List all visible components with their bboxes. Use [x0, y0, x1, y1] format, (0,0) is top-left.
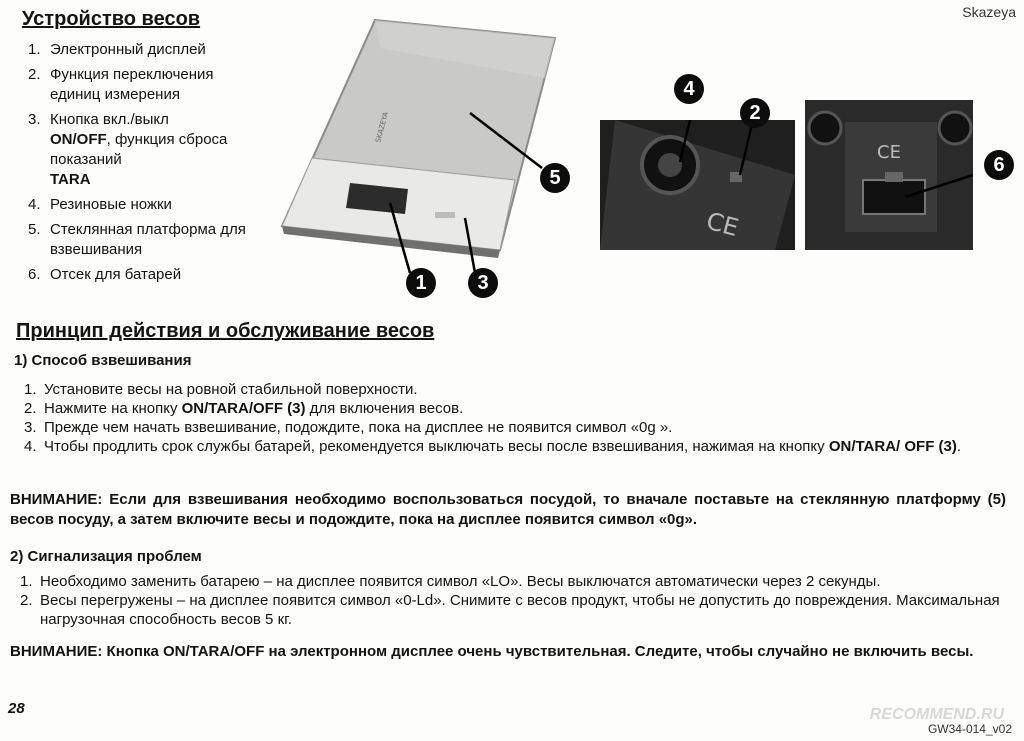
callout-6: 6: [984, 150, 1014, 180]
list-item: 2. Весы перегружены – на дисплее появится символ «0-Ld». Снимите с весов продукт, чтобы не допустить до повреждения. Максимальная нагрузочная способность весов 5 кг.: [20, 592, 1000, 628]
ce-mark: CE: [703, 206, 742, 243]
callout-1: 1: [406, 268, 436, 298]
list-item: 2. Функция переключения единиц измерения: [28, 66, 214, 103]
list-item: 3. Прежде чем начать взвешивание, подождите, пока на дисплее не появится символ «0g ».: [24, 419, 673, 436]
watermark-bottom: RECOMMEND.RU: [869, 706, 1004, 723]
list-item: 4. Резиновые ножки: [28, 196, 172, 213]
brand-label: SKAZEYA: [374, 111, 391, 144]
ce-mark-right: CE: [877, 142, 901, 163]
callout-4: 4: [674, 74, 704, 104]
weighing-steps: [24, 380, 1014, 456]
underside-photo-left: [600, 120, 795, 250]
subsection-title-weighing: 1) Способ взвешивания: [14, 352, 192, 369]
callout-3: 3: [468, 268, 498, 298]
section-title-device: Устройство весов: [22, 8, 201, 30]
list-item: 6. Отсек для батарей: [28, 266, 182, 283]
callout-5: 5: [540, 163, 570, 193]
list-item: 3. Кнопка вкл./выкл ON/OFF, функция сброса показаний TARA: [28, 111, 228, 188]
underside-photo-right: [805, 100, 973, 250]
problem-steps: [20, 572, 1010, 629]
parts-list: [28, 40, 258, 290]
callout-2: 2: [740, 98, 770, 128]
problems-warning: ВНИМАНИЕ: Кнопка ON/TARA/OFF на электронном дисплее очень чувствительная. Следите, чтобы случайно не включить весы.: [10, 643, 974, 660]
list-item: 2. Нажмите на кнопку ON/TARA/OFF (3) для включения весов.: [24, 400, 464, 417]
weighing-warning: ВНИМАНИЕ: Если для взвешивания необходимо воспользоваться посудой, то вначале поставьте на стеклянную платформу (5) весов посуду, а затем включите весы и подождите, пока на дисплее появится символ «0g».: [10, 491, 1006, 528]
list-item: 1. Необходимо заменить батарею – на дисплее появится символ «LO». Весы выключатся автоматически через 2 секунды.: [20, 573, 881, 590]
scale-illustration: [270, 18, 600, 278]
subsection-title-problems: 2) Сигнализация проблем: [10, 548, 202, 565]
page-number: 28: [8, 700, 25, 717]
document-code: GW34-014_v02: [927, 722, 1012, 736]
list-item: 1. Электронный дисплей: [28, 41, 206, 58]
list-item: 4. Чтобы продлить срок службы батарей, рекомендуется выключать весы после взвешивания, нажимая на кнопку ON/TARA/ OFF (3).: [24, 438, 962, 455]
section-title-operation: Принцип действия и обслуживание весов: [16, 320, 435, 342]
list-item: 5. Стеклянная платформа для взвешивания: [28, 221, 246, 258]
watermark-top: Skazeya: [962, 4, 1016, 20]
list-item: 1. Установите весы на ровной стабильной поверхности.: [24, 381, 418, 398]
